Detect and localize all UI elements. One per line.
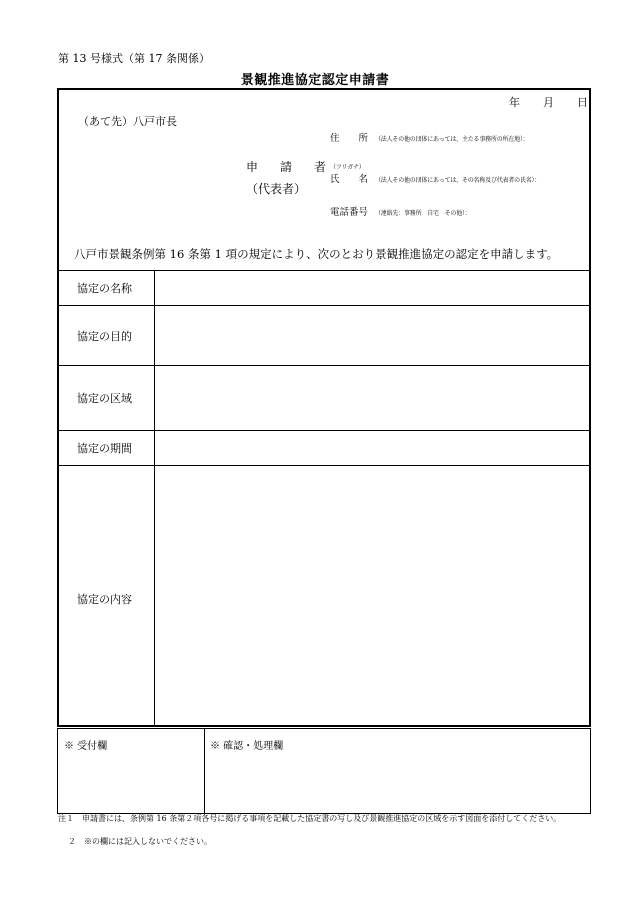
address-hint: （法人その他の団体にあっては、主たる事務所の所在地）：	[375, 136, 529, 143]
representative-label: （代表者）	[246, 182, 307, 196]
address-label: 住 所	[330, 133, 369, 144]
page-title: 景観推進協定認定申請書	[240, 73, 390, 88]
agreement-purpose-field[interactable]	[156, 307, 586, 363]
row-label-area: 協定の区域	[77, 392, 132, 405]
phone-hint: （連絡先：事務所 自宅 その他）：	[375, 210, 471, 217]
row-label-period: 協定の期間	[77, 442, 132, 455]
agreement-content-field[interactable]	[156, 467, 586, 723]
application-statement: 八戸市景観条例第 16 条第 1 項の規定により、次のとおり景観推進協定の認定を申請します。	[74, 247, 559, 261]
date-month: 月	[543, 96, 554, 109]
agreement-area-field[interactable]	[156, 367, 586, 428]
date-day: 日	[577, 96, 588, 109]
furigana-label: （フリガナ）	[330, 164, 365, 171]
name-hint: （法人その他の団体にあっては、その名称及び代表者の氏名）：	[375, 177, 541, 184]
note-2: ２ ※の欄には記入しないでください。	[68, 837, 212, 846]
applicant-label: 申 請 者	[246, 160, 332, 174]
form-number: 第 13 号様式（第 17 条関係）	[58, 52, 210, 65]
name-label: 氏 名	[330, 174, 369, 185]
addressee: （あて先）八戸市長	[78, 115, 177, 128]
note-1: 注１ 申請書には、条例第 16 条第２項各号に掲げる事項を記載した協定書の写し及び景観推進協定の区域を示す図面を添付してください。	[58, 814, 562, 823]
reception-label: ※ 受付欄	[64, 741, 108, 752]
phone-label: 電話番号	[330, 207, 369, 218]
agreement-period-field[interactable]	[156, 432, 586, 463]
row-label-purpose: 協定の目的	[77, 330, 132, 343]
row-label-content: 協定の内容	[77, 593, 132, 606]
row-label-name: 協定の名称	[77, 282, 132, 295]
agreement-name-field[interactable]	[156, 272, 586, 303]
office-use-box	[57, 728, 591, 814]
agreement-table	[57, 270, 591, 727]
confirmation-label: ※ 確認・処理欄	[210, 741, 284, 752]
date-year: 年	[509, 96, 520, 109]
